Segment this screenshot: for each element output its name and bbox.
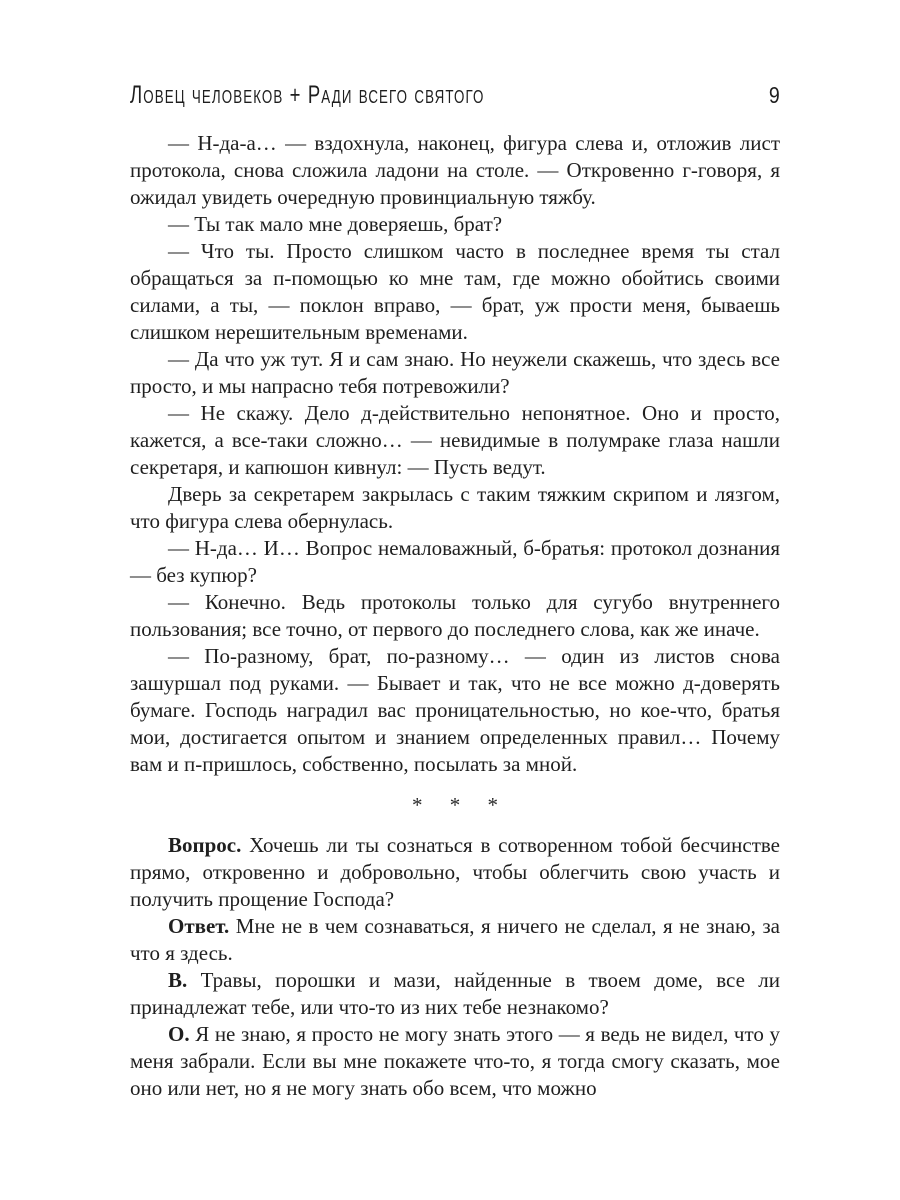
dialogue-paragraph: — Конечно. Ведь протоколы только для сугубо внутреннего пользования; все точно, от первого до последнего слова, как же иначе. <box>130 590 780 641</box>
dialogue-paragraph: — Что ты. Просто слишком часто в последнее время ты стал обращаться за п-помощью ко мне там, где можно обойтись своими силами, а ты, — поклон вправо, — брат, уж прости меня, бываешь слишком нерешительным временами. <box>130 239 780 344</box>
page-number: 9 <box>769 82 780 108</box>
qa-paragraph <box>130 1021 780 1102</box>
dialogue-paragraph: — Н-да-а… — вздохнула, наконец, фигура слева и, отложив лист протокола, снова сложила ладони на столе. — Откровенно г-говоря, я ожидал увидеть очередную провинциальную тяжбу. <box>130 131 780 209</box>
section-divider: * * * <box>412 792 498 817</box>
qa-text: Травы, порошки и мази, найденные в твоем доме, все ли принадлежат тебе, или что-то из них тебе незнакомо? <box>130 968 780 1019</box>
dialogue-paragraph: — Н-да… И… Вопрос немаловажный, б-братья: протокол дознания — без купюр? <box>130 536 780 587</box>
qa-text: Я не знаю, я просто не могу знать этого — я ведь не видел, что у меня забрали. Если вы мне покажете что-то, я тогда смогу сказать, мое оно или нет, но я не могу знать обо всем, что можно <box>130 1022 780 1100</box>
dialogue-paragraph: — По-разному, брат, по-разному… — один из листов снова зашуршал под руками. — Бывает и так, что не все можно д-доверять бумаге. Господь наградил вас проницательностью, но кое-что, братья мои, достигается опытом и знанием определенных правил… Почему вам и п-пришлось, собственно, посылать за мной. <box>130 644 780 776</box>
qa-label: О. <box>168 1022 190 1046</box>
dialogue-paragraph: — Не скажу. Дело д-действительно непонятное. Оно и просто, кажется, а все-таки сложно… — невидимые в полумраке глаза нашли секретаря, и капюшон кивнул: — Пусть ведут. <box>130 401 780 479</box>
page-content <box>130 82 780 1102</box>
qa-text: Мне не в чем сознаваться, я ничего не сделал, я не знаю, за что я здесь. <box>130 914 780 965</box>
qa-paragraph <box>130 832 780 913</box>
dialogue-paragraph: — Да что уж тут. Я и сам знаю. Но неужели скажешь, что здесь все просто, и мы напрасно тебя потревожили? <box>130 347 780 398</box>
qa-paragraph <box>130 967 780 1021</box>
dialogue-paragraph: — Ты так мало мне доверяешь, брат? <box>168 212 503 236</box>
running-header <box>130 82 780 108</box>
narrative-paragraph: Дверь за секретарем закрылась с таким тяжким скрипом и лязгом, что фигура слева обернулась. <box>130 482 780 533</box>
text-block <box>130 130 780 1102</box>
qa-text: Хочешь ли ты сознаться в сотворенном тобой бесчинстве прямо, откровенно и добровольно, чтобы облегчить свою участь и получить прощение Господа? <box>130 833 780 911</box>
qa-label: В. <box>168 968 188 992</box>
running-title: Ловец человеков + Ради всего святого <box>130 81 485 109</box>
qa-label: Вопрос. <box>168 833 242 857</box>
qa-paragraph <box>130 913 780 967</box>
qa-label: Ответ. <box>168 914 230 938</box>
